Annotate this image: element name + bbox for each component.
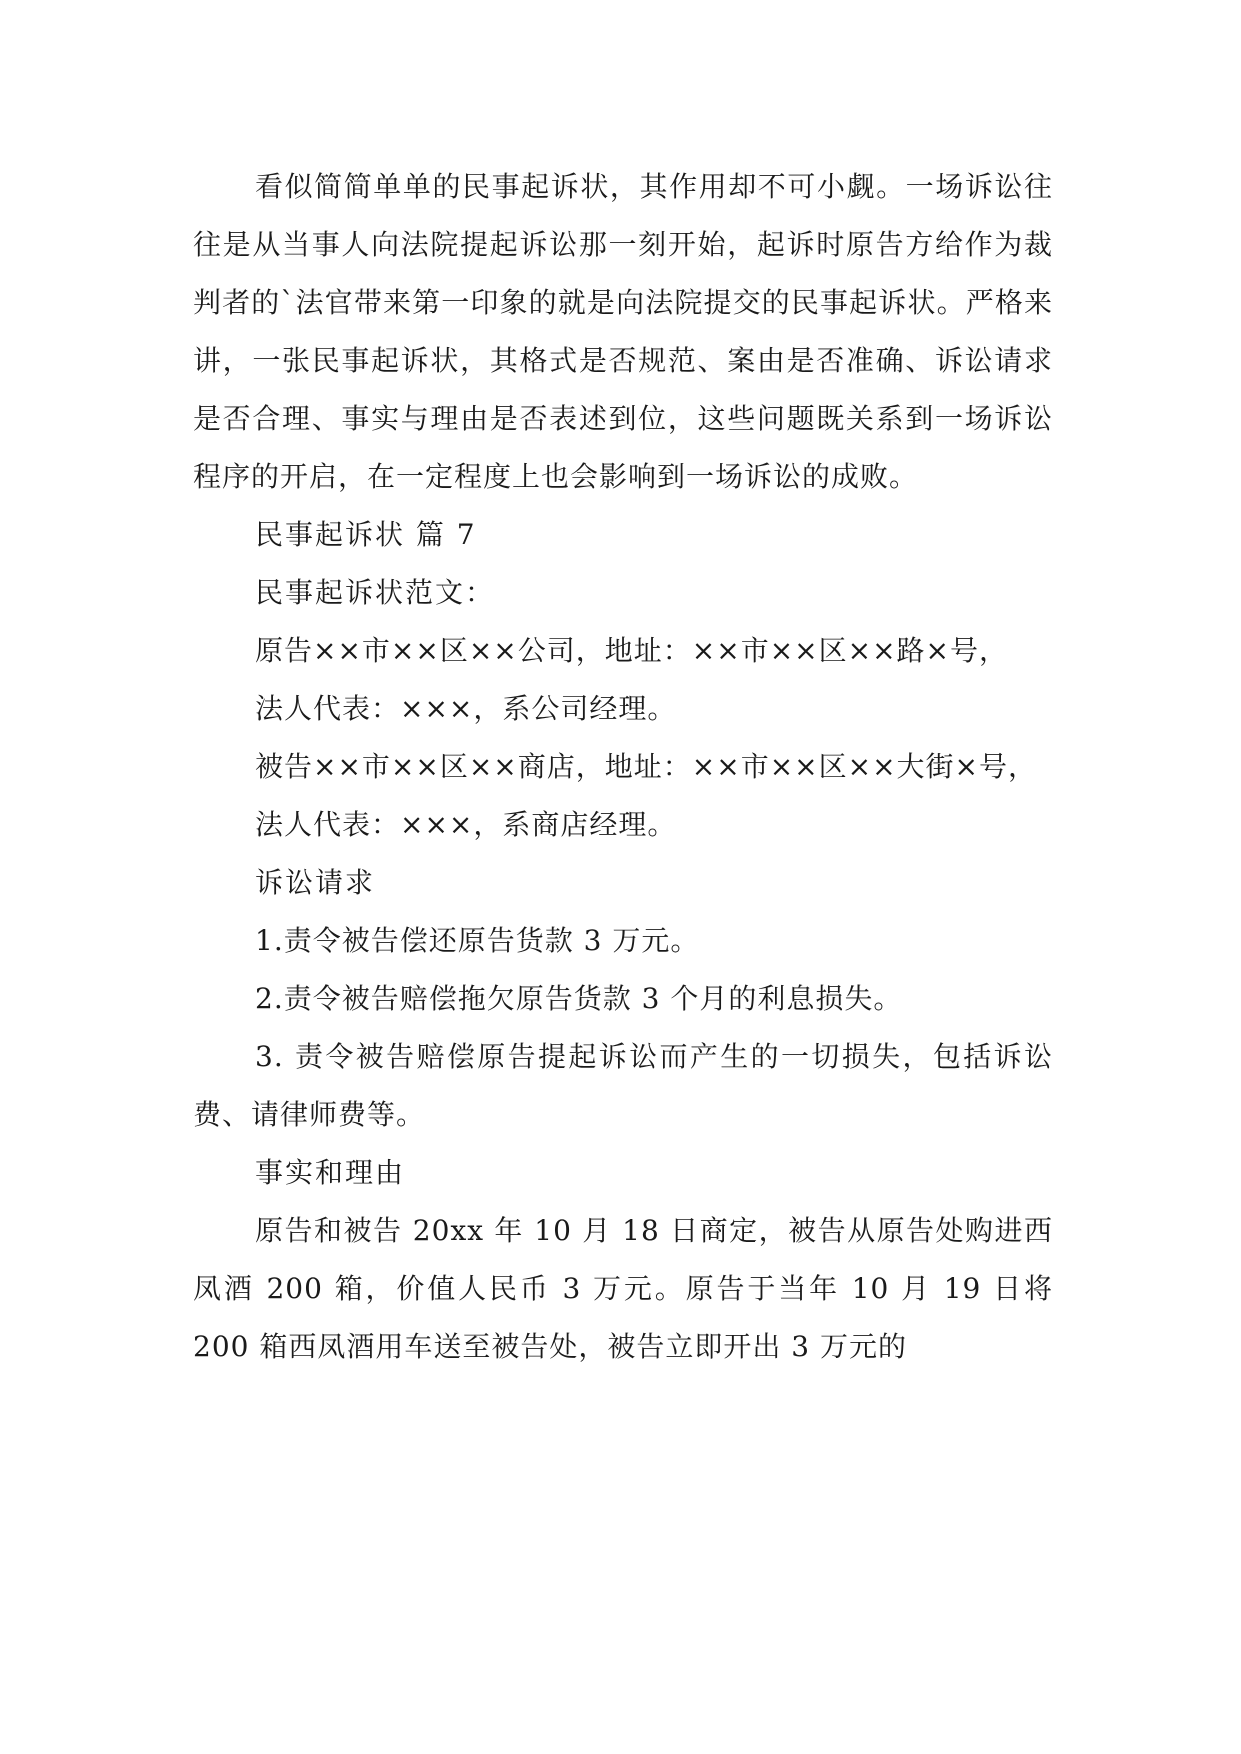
plaintiff-line: 原告××市××区××公司，地址：××市××区××路×号， xyxy=(255,634,1008,667)
claim-item-2: 2.责令被告赔偿拖欠原告货款 3 个月的利息损失。 xyxy=(255,982,903,1015)
section-title: 民事起诉状 篇 7 xyxy=(255,518,477,551)
document-body xyxy=(193,158,1053,1376)
claim-item-1: 1.责令被告偿还原告货款 3 万元。 xyxy=(255,924,700,957)
defendant-line: 被告××市××区××商店，地址：××市××区××大街×号， xyxy=(255,750,1037,783)
claim-item-3: 3. 责令被告赔偿原告提起诉讼而产生的一切损失，包括诉讼费、请律师费等。 xyxy=(193,1040,1053,1131)
facts-heading: 事实和理由 xyxy=(255,1156,406,1189)
claims-heading: 诉讼请求 xyxy=(255,866,376,899)
defendant-representative: 法人代表：×××，系商店经理。 xyxy=(255,808,677,841)
plaintiff-representative: 法人代表：×××，系公司经理。 xyxy=(255,692,677,725)
intro-paragraph: 看似简简单单的民事起诉状，其作用却不可小觑。一场诉讼往往是从当事人向法院提起诉讼那一刻开始，起诉时原告方给作为裁判者的`法官带来第一印象的就是向法院提交的民事起诉状。严格来讲，一张民事起诉状，其格式是否规范、案由是否准确、诉讼请求是否合理、事实与理由是否表述到位，这些问题既关系到一场诉讼程序的开启，在一定程度上也会影响到一场诉讼的成败。 xyxy=(193,170,1053,493)
sample-heading: 民事起诉状范文： xyxy=(255,576,496,609)
facts-paragraph: 原告和被告 20xx 年 10 月 18 日商定，被告从原告处购进西凤酒 200 箱，价值人民币 3 万元。原告于当年 10 月 19 日将 200 箱西凤酒用车送至被告处，被告立即开出 3 万元的 xyxy=(193,1214,1053,1363)
